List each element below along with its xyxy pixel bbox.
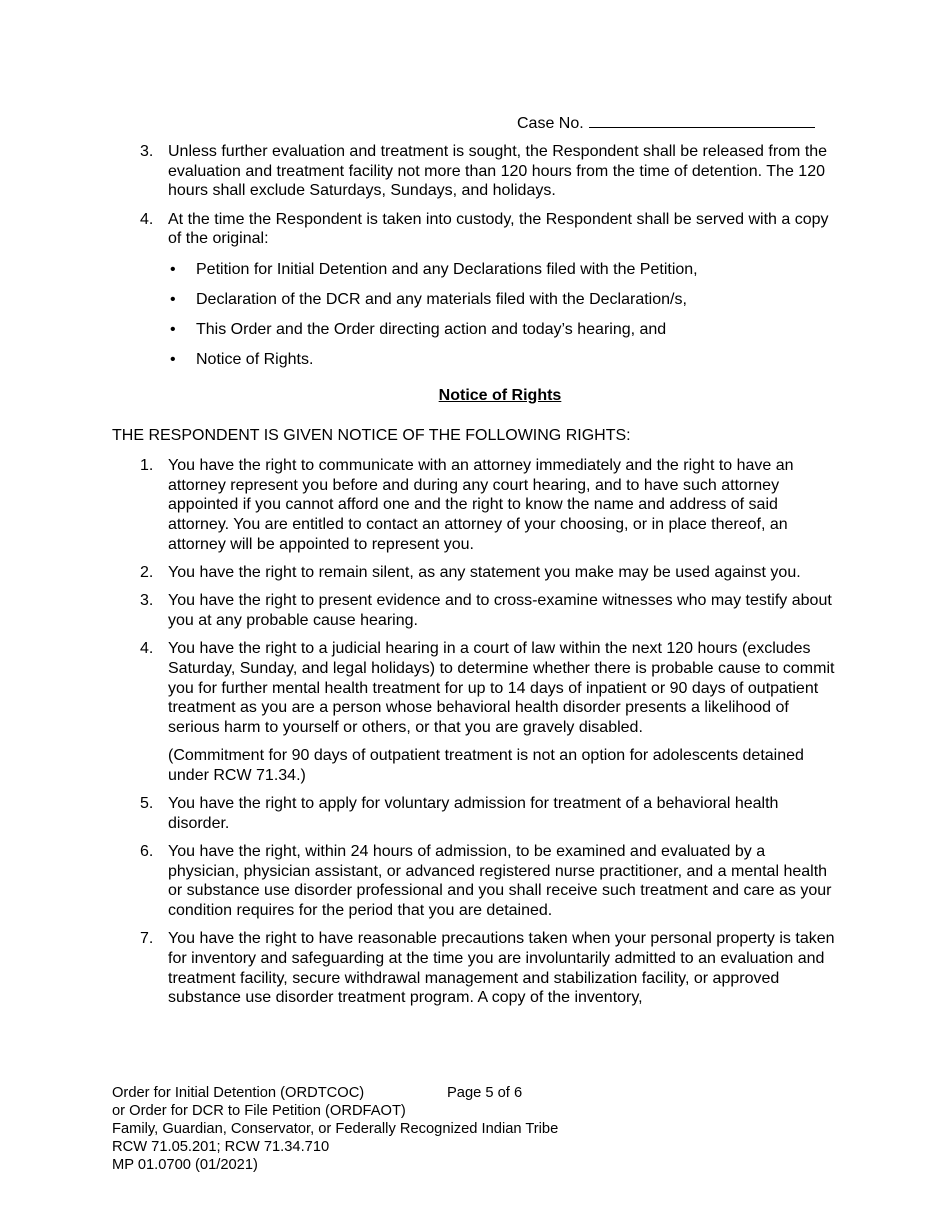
right-text: You have the right to apply for voluntary admission for treatment of a behavioral health disorder. — [168, 795, 779, 832]
case-number-field — [517, 112, 815, 134]
right-text: You have the right to present evidence and to cross-examine witnesses who may testify about you at any probable cause hearing. — [168, 592, 832, 629]
right-number: 1. — [140, 457, 154, 474]
rights-intro: THE RESPONDENT IS GIVEN NOTICE OF THE FOLLOWING RIGHTS: — [112, 427, 631, 444]
bullet-text: Petition for Initial Detention and any Declarations filed with the Petition, — [196, 261, 698, 278]
right-number: 4. — [140, 640, 154, 658]
right-text: You have the right, within 24 hours of admission, to be examined and evaluated by a physician, physician assistant, or advanced registered nurse practitioner, and a mental health or substance use disorder professional and you shall receive such treatment and care as your condition requires for the period that you are detained. — [168, 842, 832, 920]
right-number: 5. — [140, 795, 154, 813]
right-item — [0, 591, 950, 630]
case-number-label: Case No. — [517, 115, 584, 132]
right-item — [0, 563, 950, 583]
bullet-text: This Order and the Order directing action and today’s hearing, and — [196, 320, 667, 338]
footer-parties: Family, Guardian, Conservator, or Federally Recognized Indian Tribe — [112, 1121, 559, 1137]
bullet-text: Notice of Rights. — [196, 350, 314, 368]
right-item — [0, 794, 950, 833]
right-number: 3. — [140, 592, 154, 610]
page-number: Page 5 of 6 — [447, 1085, 523, 1101]
order-item-text: At the time the Respondent is taken into custody, the Respondent shall be served with a copy of the original: — [168, 210, 829, 248]
footer-form-subtitle: or Order for DCR to File Petition (ORDFAOT) — [112, 1103, 406, 1119]
rights-list — [0, 456, 950, 1017]
right-text: You have the right to a judicial hearing in a court of law within the next 120 hours (excludes Saturday, Sunday, and legal holidays) to determine whether there is probable cause to commit you for further mental health treatment for up to 14 days of inpatient or 90 days of outpatient treatment as you are a person whose behavioral health disorder presents a likelihood of serious harm to yourself or others, or that you are gravely disabled. — [168, 640, 835, 736]
bullet-icon: • — [170, 350, 176, 368]
order-item-number: 4. — [140, 210, 154, 228]
footer-form-title: Order for Initial Detention (ORDTCOC) — [112, 1085, 365, 1101]
right-number: 2. — [140, 564, 154, 582]
order-item — [0, 142, 950, 201]
bullet-item — [0, 350, 950, 370]
bullet-icon: • — [170, 320, 176, 338]
order-items — [0, 142, 950, 258]
right-4-note: (Commitment for 90 days of outpatient treatment is not an option for adolescents detained under RCW 71.34.) — [168, 747, 804, 784]
right-item — [0, 842, 950, 921]
bullet-icon: • — [170, 290, 176, 308]
bullet-item — [0, 320, 950, 340]
page-footer — [112, 1084, 558, 1174]
order-item — [0, 210, 950, 249]
right-number: 6. — [140, 842, 154, 860]
right-text: You have the right to remain silent, as any statement you make may be used against you. — [168, 564, 801, 582]
bullet-item — [0, 260, 950, 280]
order-item-number: 3. — [140, 143, 154, 160]
bullet-icon: • — [170, 261, 176, 278]
right-number: 7. — [140, 930, 154, 948]
footer-form-number: MP 01.0700 (01/2021) — [112, 1157, 258, 1173]
order-item-text: Unless further evaluation and treatment is sought, the Respondent shall be released from the evaluation and treatment facility not more than 120 hours from the time of detention. The 120 hours shall exclude Saturdays, Sundays, and holidays. — [168, 143, 828, 200]
served-documents-list — [0, 260, 950, 380]
bullet-text: Declaration of the DCR and any materials filed with the Declaration/s, — [196, 290, 687, 308]
right-text: You have the right to have reasonable precautions taken when your personal property is taken for inventory and safeguarding at the time you are involuntarily admitted to an evaluation and treatment facility, secure withdrawal management and stabilization facility, or approved substance use disorder treatment program. A copy of the inventory, — [168, 930, 835, 1007]
bullet-item — [0, 290, 950, 310]
notice-of-rights-heading: Notice of Rights — [438, 387, 562, 404]
right-item — [0, 929, 950, 1008]
right-text: You have the right to communicate with an attorney immediately and the right to have an attorney represent you before and during any court hearing, and to have such attorney appointed if you cannot afford one and the right to know the name and address of said attorney. You are entitled to contact an attorney of your choosing, or in place thereof, an attorney will be appointed to represent you. — [168, 457, 794, 553]
footer-statutes: RCW 71.05.201; RCW 71.34.710 — [112, 1139, 330, 1155]
right-item — [0, 639, 950, 738]
right-item — [0, 456, 950, 555]
case-number-blank-line — [589, 112, 815, 128]
